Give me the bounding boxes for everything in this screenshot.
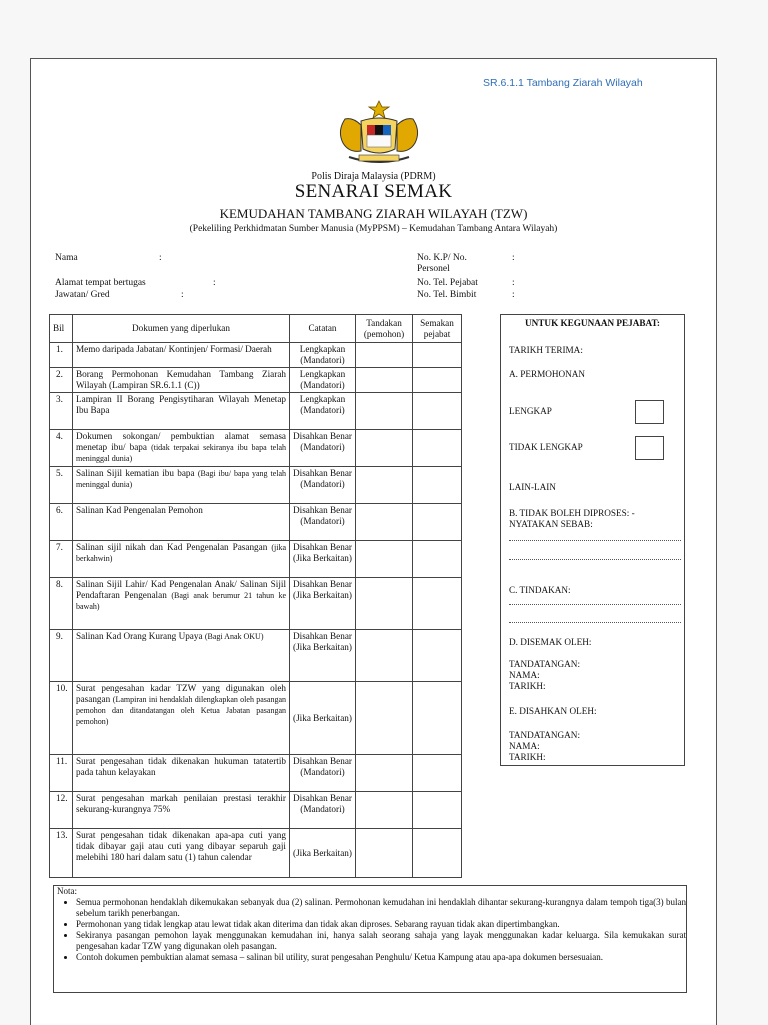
row-note: Disahkan Benar (Jika Berkaitan)	[290, 541, 356, 578]
office-section-a: A. PERMOHONAN	[509, 369, 586, 379]
row-document-text: Salinan sijil nikah dan Kad Pengenalan Pasangan	[76, 542, 268, 552]
field-colon: :	[512, 290, 515, 300]
office-incomplete-label: TIDAK LENGKAP	[509, 442, 583, 452]
office-check-cell[interactable]	[413, 393, 462, 430]
field-colon: :	[159, 253, 162, 263]
office-complete-label: LENGKAP	[509, 406, 552, 416]
office-check-cell[interactable]	[413, 682, 462, 755]
applicant-tick-cell[interactable]	[356, 578, 413, 630]
row-document: Surat pengesahan tidak dikenakan apa-apa cuti yang tidak dibayar gaji atau cuti yang dibayar separuh gaji melebihi 180 hari dalam satu (1) tahun calendar	[73, 829, 290, 878]
field-label-tel-bimbit: No. Tel. Bimbit	[417, 290, 477, 300]
row-document: Surat pengesahan markah penilaian prestasi terakhir sekurang-kurangnya 75%	[73, 792, 290, 829]
note-item: • Permohonan yang tidak lengkap atau lewat tidak akan diterima dan tidak akan diproses. Sebarang rayuan tidak akan dipertimbangkan.	[76, 919, 686, 930]
signature-label: TANDATANGAN:	[509, 730, 580, 740]
circular-reference: (Pekeliling Perkhidmatan Sumber Manusia (MyPPSM) – Kemudahan Tambang Antara Wilayah)	[189, 224, 558, 234]
row-document	[73, 578, 290, 630]
office-check-cell[interactable]	[413, 829, 462, 878]
row-note: Lengkapkan (Mandatori)	[290, 343, 356, 368]
row-note: Disahkan Benar (Mandatori)	[290, 755, 356, 792]
row-document	[73, 682, 290, 755]
column-header-catatan: Catatan	[290, 315, 356, 343]
office-check-cell[interactable]	[413, 578, 462, 630]
row-number: 10.	[50, 682, 73, 755]
notes-box	[53, 885, 687, 993]
row-document-remark: (Bagi anak berumur 21 tahun ke bawah)	[76, 591, 286, 611]
applicant-tick-cell[interactable]	[356, 541, 413, 578]
row-note: Disahkan Benar (Mandatori)	[290, 430, 356, 467]
reason-line[interactable]	[509, 559, 681, 560]
table-row	[50, 578, 462, 630]
row-number: 1.	[50, 343, 73, 368]
office-check-cell[interactable]	[413, 541, 462, 578]
row-document-text: Salinan Sijil kematian ibu bapa	[76, 468, 195, 478]
applicant-tick-cell[interactable]	[356, 682, 413, 755]
row-number: 12.	[50, 792, 73, 829]
applicant-tick-cell[interactable]	[356, 504, 413, 541]
row-number: 13.	[50, 829, 73, 878]
table-row	[50, 430, 462, 467]
document-subtitle: KEMUDAHAN TAMBANG ZIARAH WILAYAH (TZW)	[219, 206, 528, 221]
row-document-text: Dokumen sokongan/ pembuktian alamat semasa menetap ibu/ bapa	[76, 431, 286, 452]
field-label-tel-pejabat: No. Tel. Pejabat	[417, 278, 478, 288]
note-item: • Contoh dokumen pembuktian alamat semasa – salinan bil utility, surat pengesahan Penghulu/ Ketua Kampung atau apa-apa dokumen bersesuaian.	[76, 952, 686, 963]
action-line[interactable]	[509, 604, 681, 605]
name-label: NAMA:	[509, 670, 540, 680]
row-note: (Jika Berkaitan)	[290, 682, 356, 755]
row-number: 9.	[50, 630, 73, 682]
row-note: Disahkan Benar (Mandatori)	[290, 792, 356, 829]
applicant-tick-cell[interactable]	[356, 393, 413, 430]
document-page	[30, 58, 717, 1025]
office-check-cell[interactable]	[413, 467, 462, 504]
column-header-semakan: Semakan pejabat	[413, 315, 462, 343]
table-row	[50, 504, 462, 541]
row-note: Lengkapkan (Mandatori)	[290, 393, 356, 430]
row-document	[73, 541, 290, 578]
form-reference: SR.6.1.1 Tambang Ziarah Wilayah	[483, 77, 643, 89]
checklist-table	[49, 314, 462, 878]
row-note: Disahkan Benar (Mandatori)	[290, 504, 356, 541]
table-row	[50, 682, 462, 755]
office-received-date: TARIKH TERIMA:	[509, 345, 583, 355]
row-number: 7.	[50, 541, 73, 578]
row-document	[73, 467, 290, 504]
row-document: Memo daripada Jabatan/ Kontinjen/ Formasi/ Daerah	[73, 343, 290, 368]
date-label: TARIKH:	[509, 752, 546, 762]
applicant-tick-cell[interactable]	[356, 829, 413, 878]
office-check-cell[interactable]	[413, 430, 462, 467]
office-check-cell[interactable]	[413, 792, 462, 829]
applicant-tick-cell[interactable]	[356, 343, 413, 368]
row-document: Salinan Kad Pengenalan Pemohon	[73, 504, 290, 541]
table-row	[50, 368, 462, 393]
name-label: NAMA:	[509, 741, 540, 751]
column-header-tandakan: Tandakan (pemohon)	[356, 315, 413, 343]
field-colon: :	[512, 253, 515, 263]
applicant-tick-cell[interactable]	[356, 430, 413, 467]
row-number: 4.	[50, 430, 73, 467]
office-panel-title: UNTUK KEGUNAAN PEJABAT:	[525, 318, 660, 328]
office-section-b: B. TIDAK BOLEH DIPROSES: - NYATAKAN SEBAB:	[509, 508, 635, 529]
document-title: SENARAI SEMAK	[294, 181, 453, 202]
row-document: Lampiran II Borang Pengisytiharan Wilayah Menetap Ibu Bapa	[73, 393, 290, 430]
row-document-remark: (Bagi ibu/ bapa yang telah meninggal dunia)	[76, 469, 287, 489]
office-check-cell[interactable]	[413, 630, 462, 682]
row-document-text: Salinan Sijil Lahir/ Kad Pengenalan Anak/ Salinan Sijil Pendaftaran Pengenalan	[76, 579, 286, 600]
office-section-c: C. TINDAKAN:	[509, 585, 571, 595]
office-section-d: D. DISEMAK OLEH:	[509, 637, 592, 647]
row-document-text: Surat pengesahan kadar TZW yang digunakan oleh pasangan	[76, 683, 286, 704]
signature-label: TANDATANGAN:	[509, 659, 580, 669]
applicant-tick-cell[interactable]	[356, 755, 413, 792]
applicant-tick-cell[interactable]	[356, 467, 413, 504]
row-document-remark: (jika berkahwin)	[76, 543, 286, 563]
coat-of-arms-logo	[331, 97, 427, 169]
row-document-remark: (Lampiran ini hendaklah dilengkapkan oleh pasangan pemohon dan ditandatangan oleh Ketua Jabatan pasangan pemohon)	[76, 695, 287, 726]
office-others-label: LAIN-LAIN	[509, 482, 556, 492]
row-document-remark: (Bagi Anak OKU)	[204, 632, 264, 641]
field-label-jawatan: Jawatan/ Gred	[55, 290, 110, 300]
office-use-panel	[500, 314, 685, 766]
table-row	[50, 343, 462, 368]
office-check-cell[interactable]	[413, 368, 462, 393]
table-row	[50, 393, 462, 430]
table-row	[50, 541, 462, 578]
field-label-nama: Nama	[55, 253, 78, 263]
office-check-cell[interactable]	[413, 755, 462, 792]
field-label-alamat: Alamat tempat bertugas	[55, 278, 146, 288]
row-document: Surat pengesahan tidak dikenakan hukuman tatatertib pada tahun kelayakan	[73, 755, 290, 792]
row-note: Disahkan Benar (Jika Berkaitan)	[290, 630, 356, 682]
notes-heading: Nota:	[57, 886, 77, 896]
table-row	[50, 829, 462, 878]
row-number: 8.	[50, 578, 73, 630]
row-number: 11.	[50, 755, 73, 792]
table-header-row	[50, 315, 462, 343]
office-check-cell[interactable]	[413, 343, 462, 368]
reason-line[interactable]	[509, 540, 681, 541]
note-item: • Semua permohonan hendaklah dikemukakan sebanyak dua (2) salinan. Permohonan kemudahan ini hendaklah dihantar sekurang-kurangnya dalam tempoh tiga(3) bulan sebelum tarikh penerbangan.	[76, 897, 686, 919]
table-row	[50, 792, 462, 829]
applicant-tick-cell[interactable]	[356, 368, 413, 393]
table-row	[50, 467, 462, 504]
field-label-kp: No. K.P/ No. Personel	[417, 253, 467, 274]
column-header-bil: Bil	[50, 315, 73, 343]
office-check-cell[interactable]	[413, 504, 462, 541]
applicant-tick-cell[interactable]	[356, 630, 413, 682]
row-number: 3.	[50, 393, 73, 430]
row-number: 5.	[50, 467, 73, 504]
applicant-tick-cell[interactable]	[356, 792, 413, 829]
incomplete-checkbox[interactable]	[635, 436, 664, 460]
row-document	[73, 430, 290, 467]
row-document-remark: (tidak terpakai sekiranya ibu bapa telah meninggal dunia)	[76, 443, 287, 463]
row-note: Disahkan Benar (Jika Berkaitan)	[290, 578, 356, 630]
table-row	[50, 755, 462, 792]
row-note: Disahkan Benar (Mandatori)	[290, 467, 356, 504]
note-item: • Sekiranya pasangan pemohon layak menggunakan kemudahan ini, hanya salah seorang sahaja yang layak menggunakan kadar keluarga. Sila kemukakan surat pengesahan kadar TZW yang digunakan oleh pasangan.	[76, 930, 686, 952]
row-document-text: Salinan Kad Orang Kurang Upaya	[76, 631, 203, 641]
row-note: Lengkapkan (Mandatori)	[290, 368, 356, 393]
row-number: 2.	[50, 368, 73, 393]
date-label: TARIKH:	[509, 681, 546, 691]
row-document	[73, 630, 290, 682]
table-row	[50, 630, 462, 682]
row-number: 6.	[50, 504, 73, 541]
field-colon: :	[512, 278, 515, 288]
row-document: Borang Permohonan Kemudahan Tambang Ziarah Wilayah (Lampiran SR.6.1.1 (C))	[73, 368, 290, 393]
field-colon: :	[213, 278, 216, 288]
office-section-e: E. DISAHKAN OLEH:	[509, 706, 597, 716]
notes-list	[54, 897, 686, 963]
field-colon: :	[181, 290, 184, 300]
complete-checkbox[interactable]	[635, 400, 664, 424]
column-header-dokumen: Dokumen yang diperlukan	[73, 315, 290, 343]
organization-name: Polis Diraja Malaysia (PDRM)	[311, 171, 436, 182]
action-line[interactable]	[509, 622, 681, 623]
row-note: (Jika Berkaitan)	[290, 829, 356, 878]
